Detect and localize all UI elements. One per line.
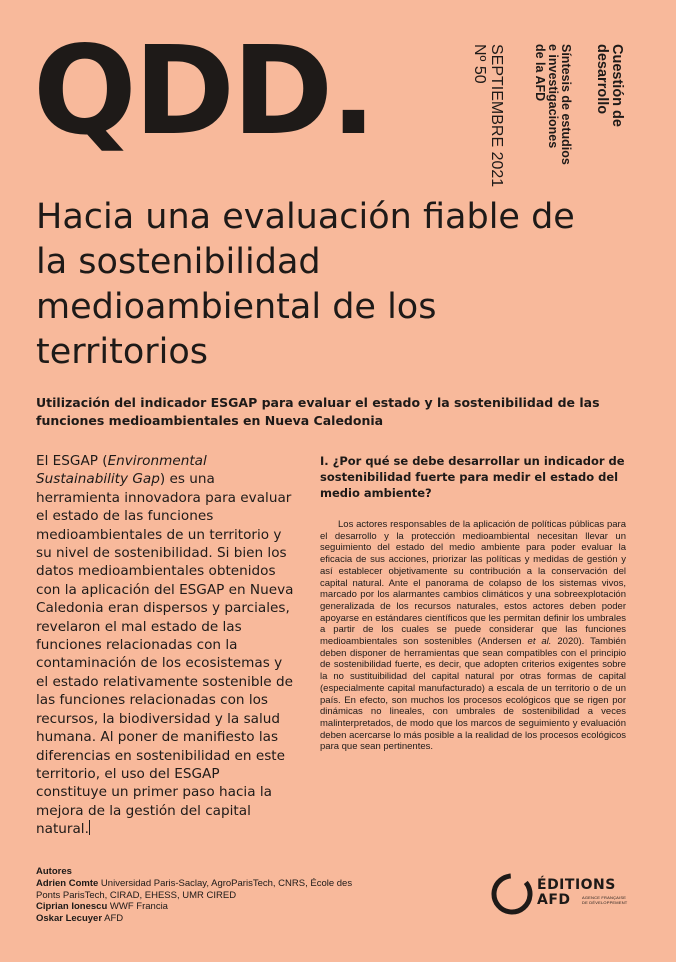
- publisher-name-line: ÉDITIONS: [537, 877, 616, 893]
- section-body-emphasis: et al.: [527, 636, 552, 648]
- authors-label: Autores: [36, 866, 72, 877]
- series-description-line: de la AFD: [532, 44, 547, 102]
- abstract-emphasis: Environmental Sustainability Gap: [36, 453, 207, 488]
- author-affiliation: Universidad Paris-Saclay, AgroParisTech, CNRS, École des Ponts ParisTech, CIRAD, EHESS, UMR CIRED: [36, 877, 353, 901]
- page-subtitle: Utilización del indicador ESGAP para evaluar el estado y la sostenibilidad de las funciones medioambientales en Nueva Caledonia: [36, 395, 600, 428]
- author-name: Oskar Lecuyer: [36, 913, 103, 925]
- section-heading: I. ¿Por qué se debe desarrollar un indicador de sostenibilidad fuerte para medir el estado del medio ambiente?: [320, 454, 625, 500]
- issue-date: [460, 44, 504, 187]
- issue-date-line: SEPTIEMBRE 2021: [488, 44, 505, 188]
- series-name-line: Cuestión de: [609, 44, 625, 127]
- author-affiliation: AFD: [102, 913, 124, 925]
- series-description-line: e investigaciones: [545, 44, 560, 149]
- abstract-prefix: El ESGAP (: [36, 453, 108, 469]
- qdd-logo: QDD.: [33, 20, 374, 162]
- series-description-line: Síntesis de estudios: [559, 44, 573, 165]
- publisher-ring-icon: [490, 872, 534, 916]
- series-description: [520, 44, 572, 165]
- author-entry: [36, 913, 356, 925]
- text-cursor: [89, 820, 90, 835]
- series-name: [584, 44, 624, 127]
- author-entry: [36, 901, 356, 913]
- author-entry: [36, 878, 356, 902]
- issue-number: Nº 50: [471, 44, 489, 84]
- section-body-text: 2020). También deben disponer de herramientas que sean compatibles con el principio de sostenibilidad fuerte, es decir, que adopten criterios exigentes sobre la no sustituibilidad del capital natural por otras formas de capital (especialmente capital manufacturado) a escala de un territorio o de un país. En efecto, son muchos los procesos ecológicos que se rigen por dinámicas no lineales, con umbrales de sostenibilidad a veces malinterpretados, de modo que los marcos de seguimiento y evaluación deben acercarse lo más posible a la realidad de los procesos ecológicos para que sean pertinentes.: [320, 636, 626, 753]
- author-affiliation: WWF Francia: [107, 901, 168, 913]
- authors-block: [36, 866, 356, 925]
- publisher-name-line: AFD: [537, 892, 571, 908]
- author-name: Ciprian Ionescu: [36, 901, 108, 913]
- series-name-line: desarrollo: [593, 44, 610, 115]
- abstract-text: ) es una herramienta innovadora para evaluar el estado de las funciones medioambientales de un territorio y su nivel de sostenibilidad. Si bien los datos medioambientales obtenidos con la aplicación del ESGAP en Nueva Caledonia eran dispersos y parciales, revelaron el mal estado de las funciones relacionadas con la contaminación de los ecosistemas y el estado relativamente sostenible de las funciones relacionadas con los recursos, la biodiversidad y la salud humana. Al poner de manifiesto las diferencias en sostenibilidad en este territorio, el uso del ESGAP constituye un primer paso hacia la mejora de la gestión del capital natural.: [36, 471, 294, 838]
- author-name: Adrien Comte: [36, 877, 99, 889]
- section-body-text: Los actores responsables de la aplicación de políticas públicas para el desarrollo y la protección medioambiental necesitan llevar un seguimiento del estado del medio ambiente para poder evaluar la eficacia de sus acciones, priorizar las políticas y medidas de gestión y así establecer objetivamente su contribución a la conservación del capital natural. Ante el panorama de colapso de los sistemas vivos, marcado por los alarmantes cambios climáticos y una sobreexplotación generalizada de los recursos naturales, estos actores deben poder apoyarse en estándares científicos que les permitan definir los umbrales a partir de los cuales se puede considerar que las funciones medioambientales son sostenibles (Andersen: [320, 519, 626, 648]
- publisher-tagline: AGENCE FRANÇAISE DE DÉVELOPPEMENT: [582, 895, 628, 905]
- page-title: Hacia una evaluación fiable de la sostenibilidad medioambiental de los territorios: [36, 197, 575, 372]
- publisher-logo: [490, 872, 640, 922]
- section-body: [320, 519, 626, 753]
- abstract: [36, 452, 294, 839]
